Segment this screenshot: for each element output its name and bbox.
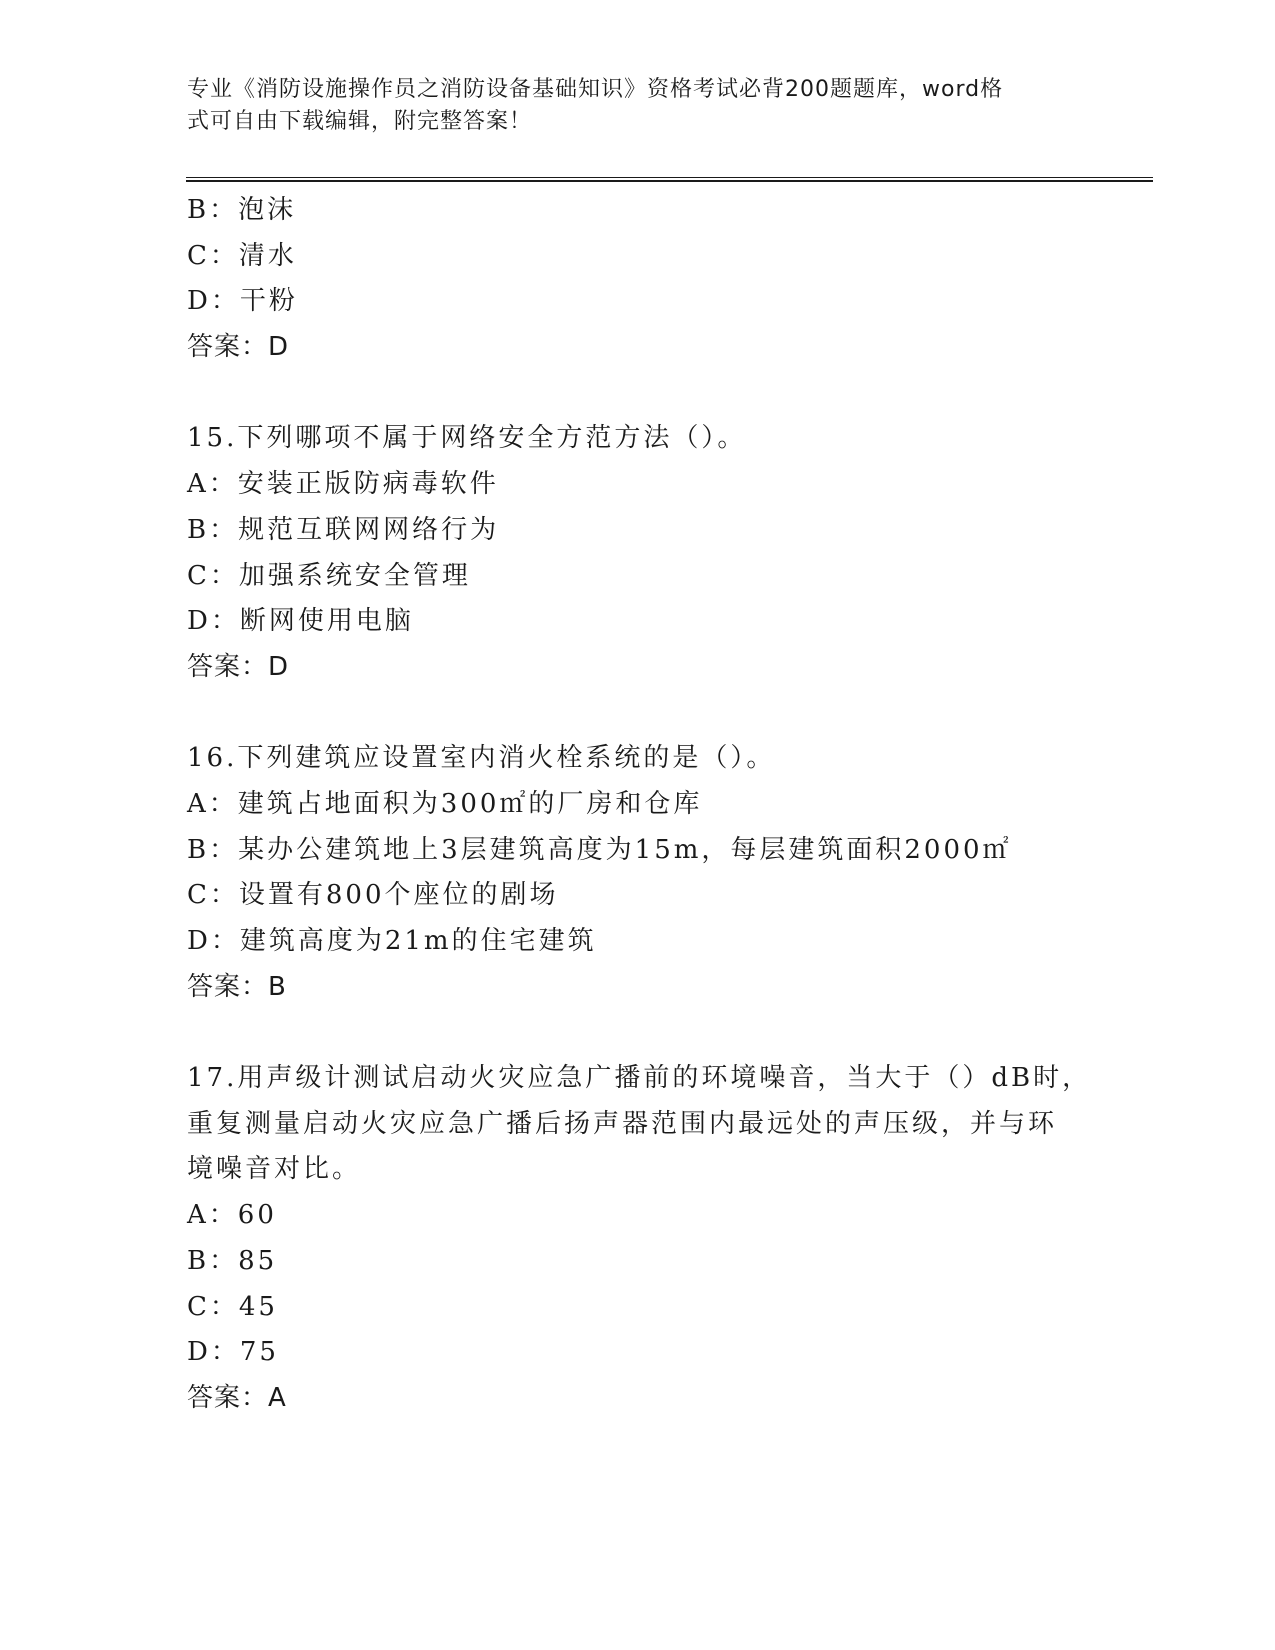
question-14-continued (187, 188, 1067, 371)
header-line-2: 式可自由下载编辑，附完整答案！ (187, 109, 533, 134)
option-c: C：清水 (187, 240, 297, 271)
spacer (187, 691, 1067, 737)
question-list (187, 188, 1092, 1422)
question-stem: 16.下列建筑应设置室内消火栓系统的是（）。 (187, 743, 776, 774)
option-c: C：加强系统安全管理 (187, 560, 471, 591)
option-a: A：安装正版防病毒软件 (187, 469, 499, 500)
spacer (187, 371, 1067, 417)
option-c: C：设置有800个座位的剧场 (187, 880, 559, 911)
option-c: C：45 (187, 1291, 278, 1322)
answer: 答案：D (187, 332, 290, 363)
answer: 答案：D (187, 651, 290, 682)
option-d: D：干粉 (187, 286, 298, 317)
question-17 (187, 1056, 1092, 1422)
page-header (187, 74, 1067, 138)
option-b: B：85 (187, 1245, 278, 1276)
answer: 答案：A (187, 1382, 287, 1413)
answer: 答案：B (187, 971, 287, 1002)
option-a: A：建筑占地面积为300㎡的厂房和仓库 (187, 788, 703, 819)
option-d: D：建筑高度为21m的住宅建筑 (187, 926, 597, 956)
header-line-1: 专业《消防设施操作员之消防设备基础知识》资格考试必背200题题库，word格 (187, 77, 1004, 102)
spacer (187, 1010, 1067, 1056)
header-divider (186, 177, 1153, 182)
question-stem-line-3: 境噪音对比。 (187, 1154, 362, 1185)
question-stem: 15.下列哪项不属于网络安全方范方法（）。 (187, 423, 747, 454)
option-d: D：断网使用电脑 (187, 606, 414, 637)
question-stem-line-2: 重复测量启动火灾应急广播后扬声器范围内最远处的声压级，并与环 (187, 1108, 1058, 1139)
question-16 (187, 736, 1067, 1010)
option-b: B：规范互联网网络行为 (187, 514, 500, 545)
question-stem-line-1: 17.用声级计测试启动火灾应急广播前的环境噪音，当大于（）dB时， (187, 1063, 1092, 1094)
option-d: D：75 (187, 1337, 279, 1368)
option-b: B：某办公建筑地上3层建筑高度为15m，每层建筑面积2000㎡ (187, 834, 1012, 865)
option-a: A：60 (187, 1200, 277, 1231)
question-15 (187, 416, 1067, 690)
option-b: B：泡沫 (187, 195, 297, 225)
